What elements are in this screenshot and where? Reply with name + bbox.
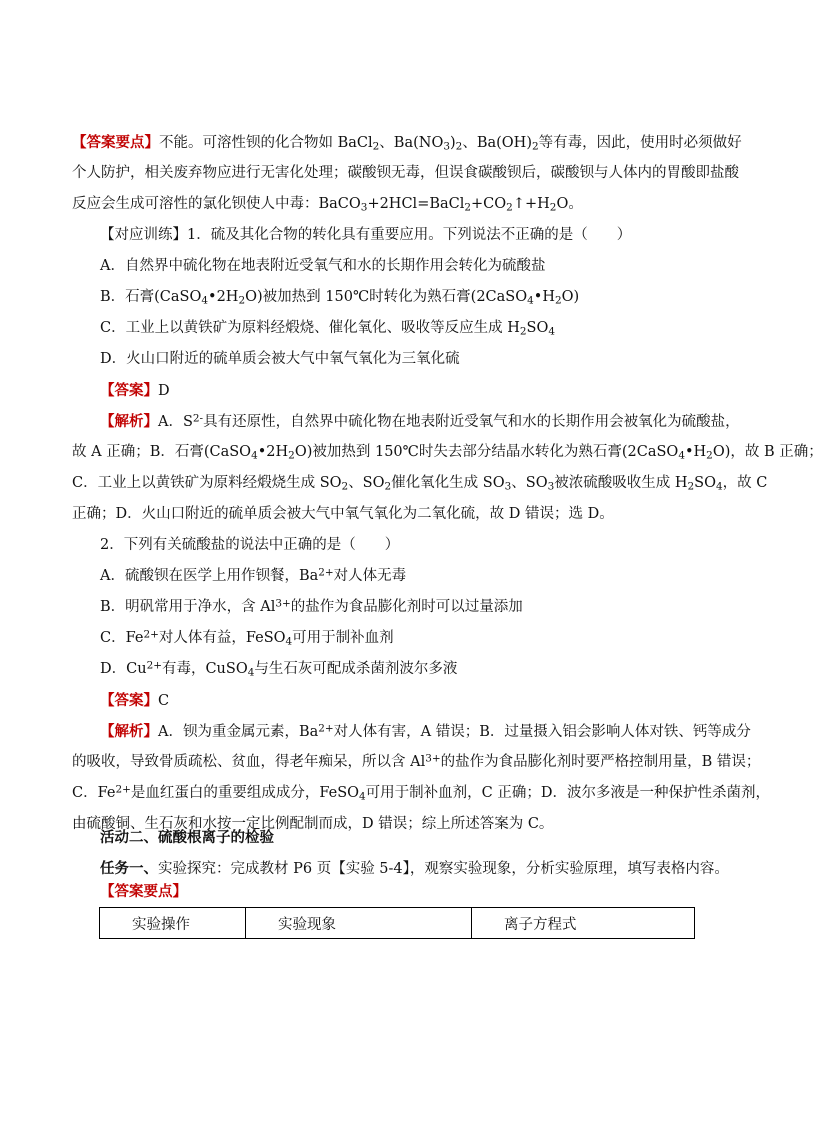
question-1-option-c: C．工业上以黄铁矿为原料经煅烧、催化氧化、吸收等反应生成 $H_2SO_4$ — [100, 320, 555, 338]
question-1-option-d: D．火山口附近的硫单质会被大气中氧气氧化为三氧化硫 — [100, 351, 460, 367]
question-2-analysis-line-1: 【解析】A．钡为重金属元素，$Ba^{2+}$对人体有害，A 错误；B．过量摄入铝会影响人体对铁、钙等成分 — [100, 722, 751, 740]
table-header-equation: 离子方程式 — [472, 908, 695, 939]
question-2-option-b: B．明矾常用于净水，含 $Al^{3+}$的盐作为食品膨化剂时可以过量添加 — [100, 597, 523, 615]
question-2-answer: 【答案】C — [100, 692, 170, 709]
answer-points-tag: 【答案要点】 — [100, 883, 187, 900]
question-1-answer: 【答案】D — [100, 382, 170, 399]
intro-line-3: 反应会生成可溶性的氯化钡使人中毒：$BaCO_3+2HCl=BaCl_2+CO_2↑+H_2O$。 — [72, 196, 583, 214]
question-2-analysis-line-4: 由硫酸铜、生石灰和水按一定比例配制而成，D 错误；综上所述答案为 C。 — [72, 816, 554, 832]
question-2-analysis-line-3: C．$Fe^{2+}$是血红蛋白的重要组成成分，FeSO$_4$可用于制补血剂，C 正确；D．波尔多液是一种保护性杀菌剂， — [72, 783, 770, 803]
question-1-analysis-line-1: 【解析】A．$S^{2-}$具有还原性，自然界中硫化物在地表附近受氧气和水的长期作用会被氧化为硫酸盐， — [100, 412, 740, 430]
question-1-analysis-line-3: C．工业上以黄铁矿为原料经煅烧生成 $SO_2$、$SO_2$催化氧化生成 $SO_3$、$SO_3$被浓硫酸吸收生成 $H_2SO_4$，故 C — [72, 475, 768, 493]
question-1-analysis-line-4: 正确；D．火山口附近的硫单质会被大气中氧气氧化为二氧化硫，故 D 错误；选 D。 — [72, 506, 614, 522]
task-line: 任务一、实验探究：完成教材 P6 页【实验 5-4】，观察实验现象，分析实验原理，填写表格内容。 — [100, 860, 729, 877]
experiment-table — [99, 907, 695, 939]
question-1-analysis-line-2: 故 A 正确；B．石膏$(CaSO_4•2H_2O)$被加热到 150℃时失去部分结晶水转化为熟石膏$(2CaSO_4•H_2O)$，故 B 正确； — [72, 444, 823, 462]
question-2-option-d: D．$Cu^{2+}$有毒，CuSO$_4$与生石灰可配成杀菌剂波尔多液 — [100, 659, 458, 679]
table-header-phenomenon: 实验现象 — [246, 908, 472, 939]
question-1-option-b: B．石膏$(CaSO_4•2H_2O)$被加热到 150℃时转化为熟石膏$(2CaSO_4•H_2O)$ — [100, 289, 580, 307]
question-2-stem: 2．下列有关硫酸盐的说法中正确的是（ ） — [100, 537, 400, 553]
table-header-operation: 实验操作 — [100, 908, 246, 939]
intro-line-1: 【答案要点】不能。可溶性钡的化合物如 BaCl$_2$、$Ba(NO_3)_2$、$Ba(OH)_2$等有毒，因此，使用时必须做好 — [72, 134, 742, 153]
question-1-stem: 【对应训练】1．硫及其化合物的转化具有重要应用。下列说法不正确的是（ ） — [100, 227, 632, 243]
question-1-option-a: A．自然界中硫化物在地表附近受氧气和水的长期作用会转化为硫酸盐 — [100, 258, 546, 274]
question-2-analysis-line-2: 的吸收，导致骨质疏松、贫血，得老年痴呆，所以含 $Al^{3+}$的盐作为食品膨化剂时要严格控制用量，B 错误； — [72, 752, 761, 770]
activity-title: 活动二、硫酸根离子的检验 — [100, 829, 274, 846]
answer-points-label — [100, 876, 752, 908]
question-2-option-c: C．$Fe^{2+}$对人体有益，FeSO$_4$可用于制补血剂 — [100, 628, 394, 648]
question-2-option-a: A．硫酸钡在医学上用作钡餐，$Ba^{2+}$对人体无毒 — [100, 566, 407, 584]
table-row — [100, 908, 695, 939]
intro-line-2: 个人防护，相关废弃物应进行无害化处理；碳酸钡无毒，但误食碳酸钡后，碳酸钡与人体内的胃酸即盐酸 — [72, 165, 739, 181]
